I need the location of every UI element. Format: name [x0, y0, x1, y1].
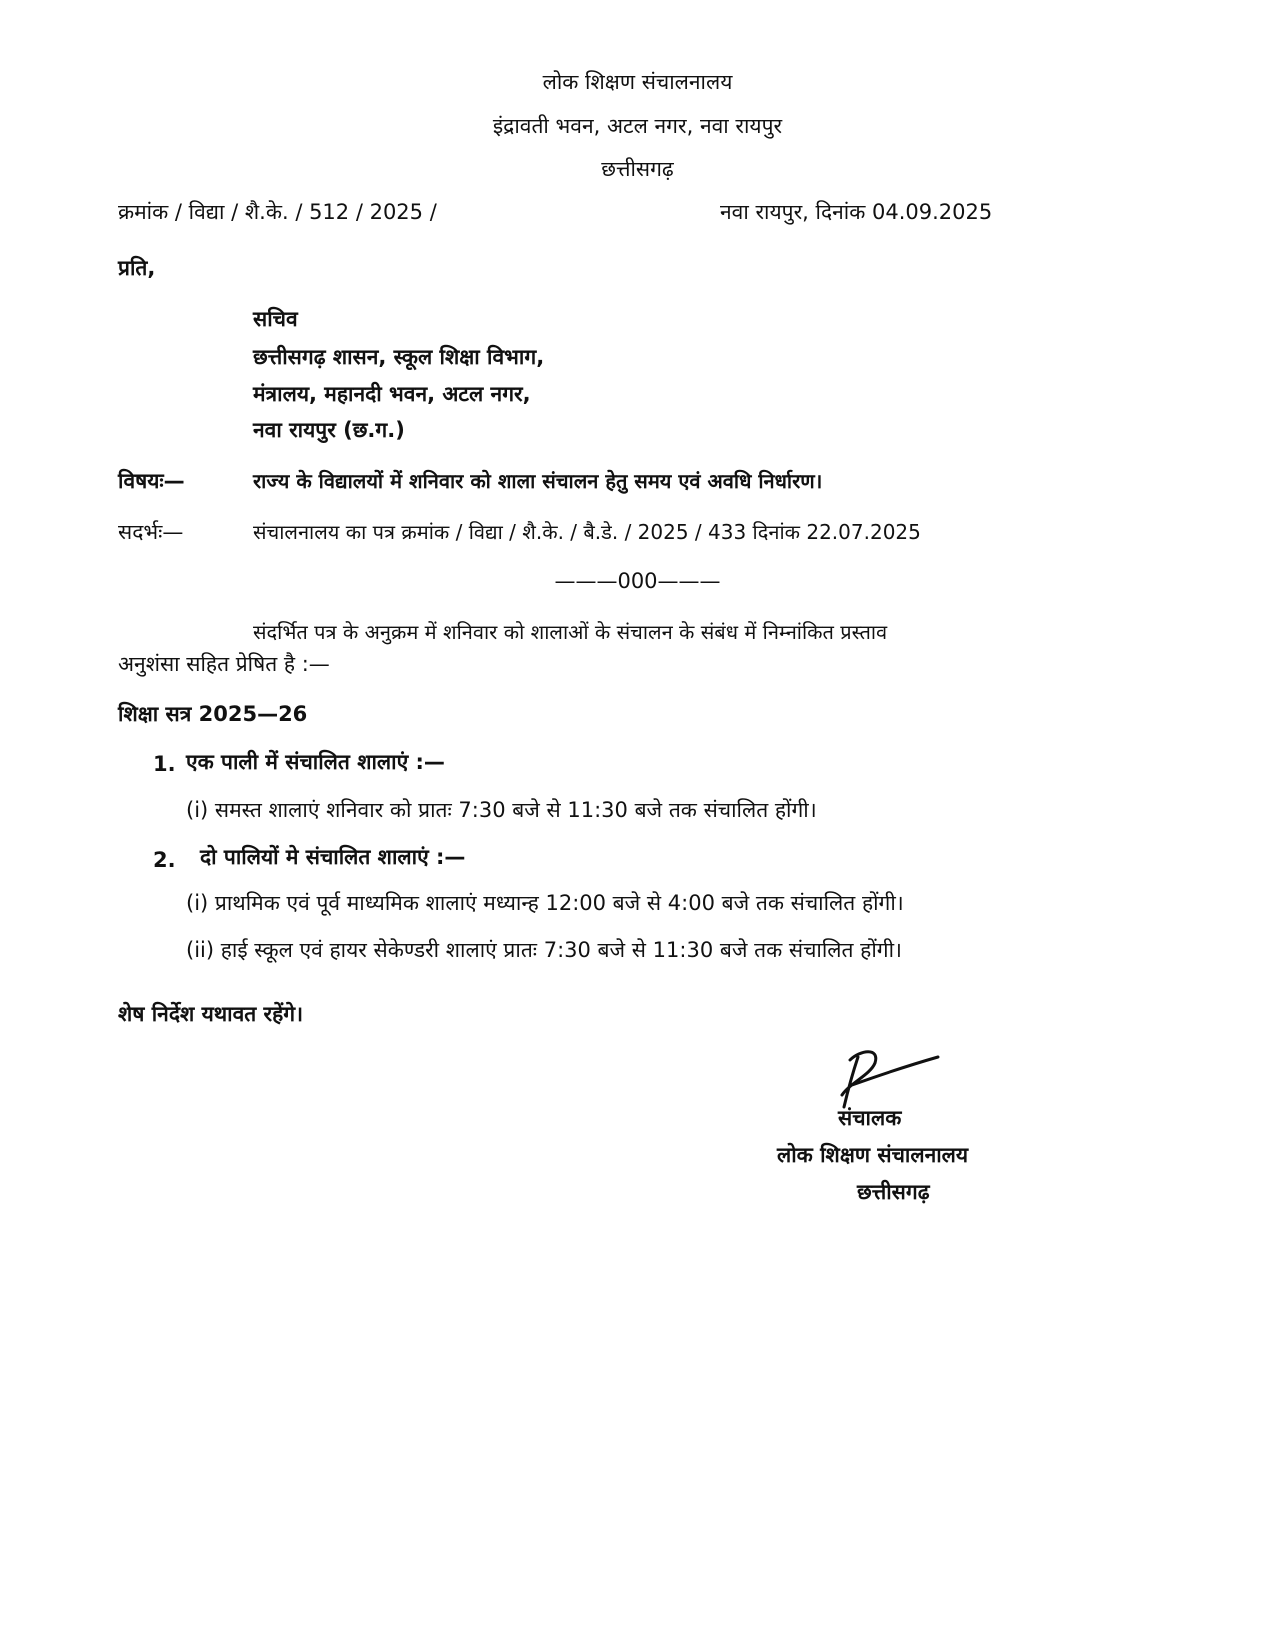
header-office: लोक शिक्षण संचालनालय [542, 70, 733, 94]
item-2-title: दो पालियों मे संचालित शालाएं :— [200, 845, 466, 869]
separator: ———000——— [554, 569, 721, 593]
session-heading: शिक्षा सत्र 2025—26 [118, 702, 308, 726]
signatory-designation: संचालक [838, 1106, 902, 1130]
reference-text: संचालनालय का पत्र क्रमांक / विद्या / शै.के. / बै.डे. / 2025 / 433 दिनांक 22.07.2025 [253, 520, 921, 544]
item-1-number: 1. [153, 752, 176, 776]
closing-note: शेष निर्देश यथावत रहेंगे। [118, 1002, 304, 1026]
item-2-point-2: (ii) हाई स्कूल एवं हायर सेकेण्डरी शालाएं प्रातः 7:30 बजे से 11:30 बजे तक संचालित होंगी। [186, 938, 902, 962]
paragraph-line-1: संदर्भित पत्र के अनुक्रम में शनिवार को शालाओं के संचालन के संबंध में निम्नांकित प्रस्ताव [253, 620, 888, 644]
to-line-2: छत्तीसगढ़ शासन, स्कूल शिक्षा विभाग, [253, 345, 545, 369]
header-address: इंद्रावती भवन, अटल नगर, नवा रायपुर [492, 114, 783, 138]
header-state: छत्तीसगढ़ [601, 157, 674, 181]
item-1-point-1: (i) समस्त शालाएं शनिवार को प्रातः 7:30 बजे से 11:30 बजे तक संचालित होंगी। [186, 798, 817, 822]
signatory-office: लोक शिक्षण संचालनालय [777, 1143, 969, 1167]
letter-place-date: नवा रायपुर, दिनांक 04.09.2025 [720, 200, 993, 224]
signatory-state: छत्तीसगढ़ [857, 1180, 930, 1204]
subject-text: राज्य के विद्यालयों में शनिवार को शाला संचालन हेतु समय एवं अवधि निर्धारण। [253, 469, 823, 493]
item-2-point-1: (i) प्राथमिक एवं पूर्व माध्यमिक शालाएं मध्यान्ह 12:00 बजे से 4:00 बजे तक संचालित होंगी। [186, 891, 904, 915]
reference-label: सदर्भः— [118, 520, 184, 544]
item-2-number: 2. [153, 848, 176, 872]
paragraph-line-2: अनुशंसा सहित प्रेषित है :— [118, 652, 330, 676]
item-1-title: एक पाली में संचालित शालाएं :— [186, 750, 445, 774]
subject-label: विषयः— [118, 469, 185, 493]
to-line-3: मंत्रालय, महानदी भवन, अटल नगर, [253, 382, 531, 406]
to-line-1: सचिव [253, 307, 298, 331]
to-label: प्रति, [118, 256, 156, 280]
to-line-4: नवा रायपुर (छ.ग.) [253, 418, 405, 442]
letter-number: क्रमांक / विद्या / शै.के. / 512 / 2025 / [118, 200, 437, 224]
